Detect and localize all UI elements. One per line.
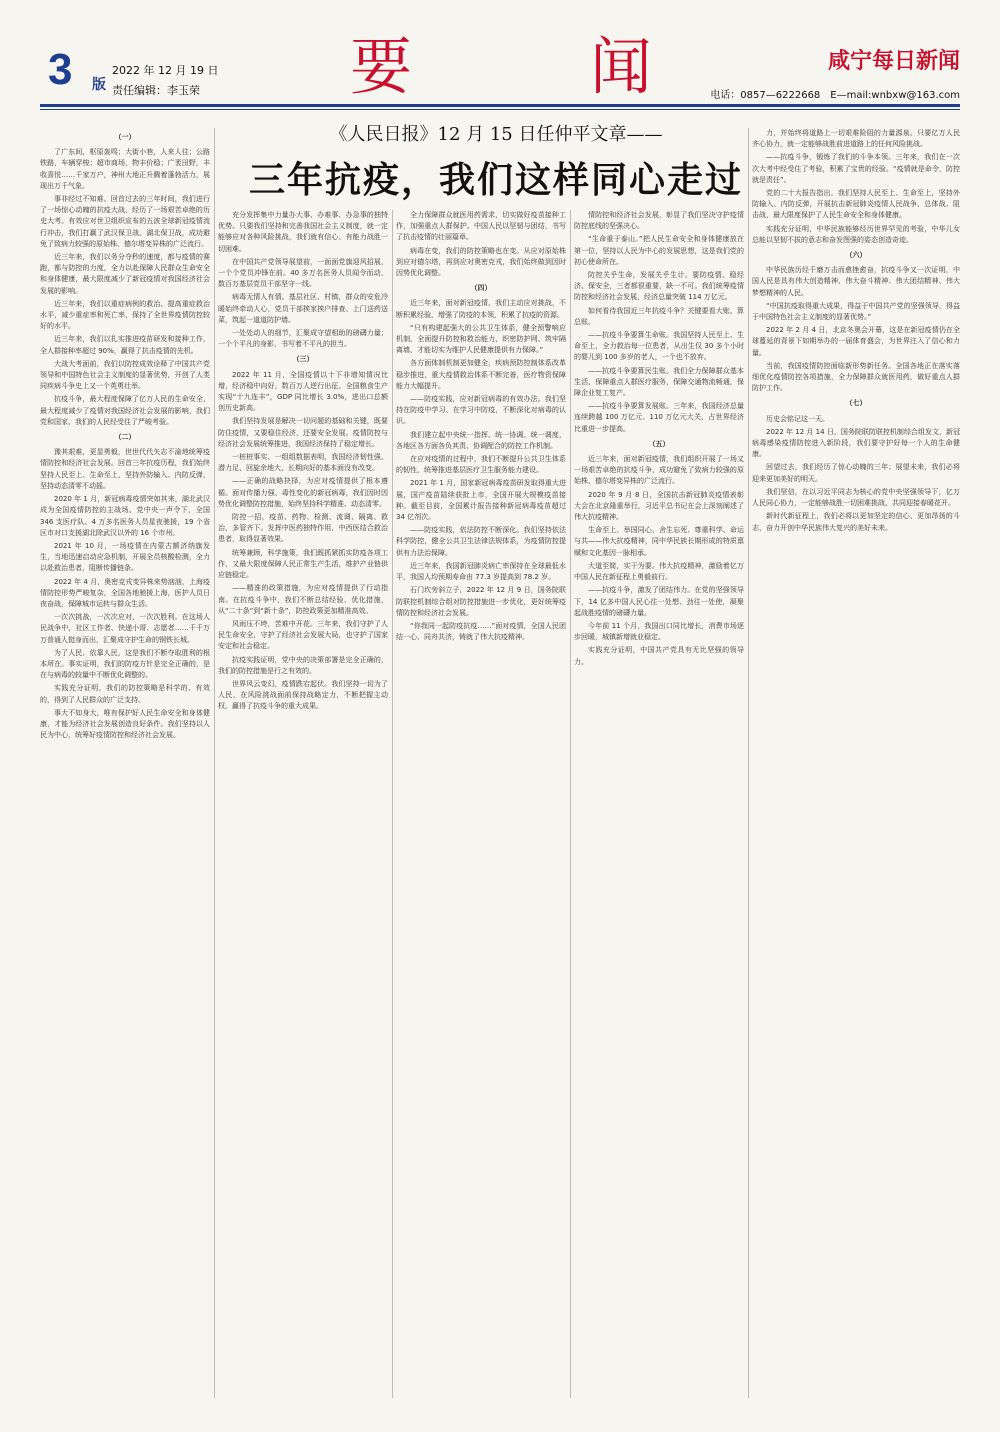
article-paragraph: 一桩桩事实、一组组数据表明，我国经济韧性强、潜力足、回旋余地大，长期向好的基本面没有改变。 xyxy=(218,453,388,473)
article-paragraph: 事非经过不知难。回首过去的三年时间，我们进行了一场惊心动魄的抗疫大战，经历了一场艰苦卓绝的历史大考。有效应对世卫组织宣布的五波全球新冠疫情流行冲击，我们打赢了武汉保卫战、湖北保卫战，成功避免了致病力较强的原始株、德尔塔变异株的广泛流行。 xyxy=(40,195,210,248)
article-paragraph: “生命重于泰山。”把人民生命安全和身体健康放在第一位，坚持以人民为中心的发展思想，这是我们党的初心使命所在。 xyxy=(574,235,744,266)
article-paragraph: 了广东间，枢原轰鸣；大街小巷，人来人往；公路铁路，车辆穿梭；超市商场，物丰价稳；广袤田野，丰收喜悦……千家万户，神州大地正升腾着蓬勃活力，展现出万千气象。 xyxy=(40,148,210,190)
article-paragraph: ——防疫实践，应对新冠病毒的有效办法。我们坚持在防疫中学习、在学习中防疫，不断深化对病毒的认识。 xyxy=(396,395,566,426)
article-paragraph: 各方面体制机制更加健全，疾病预防控制体系改革稳步推进，重大疫情救治体系不断完善，医疗物资保障能力大幅提升。 xyxy=(396,359,566,390)
article-paragraph: 为了人民、依靠人民，这是我们不断夺取胜利的根本所在。事实证明，我们的防疫方针是完全正确的，是在与病毒的较量中不断优化调整的。 xyxy=(40,648,210,680)
article-kicker: 《人民日报》12 月 15 日任仲平文章—— xyxy=(329,124,663,145)
article-paragraph: 豫其艰难，更显勇毅，世世代代矢志不渝地统筹疫情防控和经济社会发展。回首三年抗疫历程，我们始终坚持人民至上、生命至上，坚持外防输入、内防反弹，坚持动态清零不动摇。 xyxy=(40,448,210,490)
article-paragraph: 2022 年 4 月，奥密克戎变异株来势汹汹，上海疫情防控形势严峻复杂，全国各地驰援上海，医护人员日夜奋战，保障城市运转与群众生活。 xyxy=(40,577,210,608)
article-paragraph: 党的二十大报告指出，我们坚持人民至上、生命至上，坚持外防输入、内防反弹，开展抗击新冠肺炎疫情人民战争、总体战、阻击战，最大限度保护了人民生命安全和身体健康。 xyxy=(752,189,960,220)
section-title-char-1: 要 xyxy=(350,30,417,103)
section-subheading: （三） xyxy=(292,355,314,364)
article-paragraph: 防控关乎生命，发展关乎生计。要防疫情、稳经济、保安全，三者都很重要，缺一不可。我们统筹疫情防控和经济社会发展，经济总量突破 114 万亿元。 xyxy=(574,271,744,302)
article-paragraph: 实践充分证明，中国共产党具有无比坚强的领导力。 xyxy=(574,646,744,666)
section-subheading: （六） xyxy=(845,251,867,260)
article-paragraph: ——正确的战略抉择，为应对疫情提供了根本遵循。面对传播力强、毒性变化的新冠病毒，我们因时因势优化调整防控措施，始终坚持科学精准、动态清零。 xyxy=(218,477,388,508)
article-paragraph: 实践充分证明，中华民族能够经历世界罕见的考验，中华儿女总能以坚韧不拔的意志和奋发图强的姿态创造奇迹。 xyxy=(752,224,960,244)
article-paragraph: 近三年来，我国新冠肺炎病亡率保持在全球最低水平，我国人均预期寿命由 77.3 岁提高到 78.2 岁。 xyxy=(396,561,566,582)
section-subheading: （二） xyxy=(114,433,136,442)
masthead xyxy=(0,0,1000,110)
article-paragraph: 回望过去，我们经历了惊心动魄的三年；展望未来，我们必将迎来更加美好的明天。 xyxy=(752,463,960,483)
article-paragraph: 2020 年 9 月 8 日，全国抗击新冠肺炎疫情表彰大会在北京隆重举行，习近平总书记在会上深刻阐述了伟大抗疫精神。 xyxy=(574,490,744,522)
editor-credit: 责任编辑：李玉荣 xyxy=(112,84,200,97)
article-paragraph: 风雨压不垮，苦难中开花。三年来，我们守护了人民生命安全，守护了经济社会发展大局，也守护了国家安定和社会稳定。 xyxy=(218,619,388,651)
issue-date: 2022 年 12 月 19 日 xyxy=(112,64,219,77)
article-paragraph: 在中国共产党领导展望前，一面面党旗迎风招展，一个个党员冲锋在前。40 多万名医务人员闻令而动，数百万基层党员干部坚守一线。 xyxy=(218,257,388,289)
header-rule-thin xyxy=(40,109,960,110)
article-paragraph: 我们坚持发展是解决一切问题的基础和关键，既要防住疫情，又要稳住经济，还要安全发展。疫情防控与经济社会发展统筹推进，我国经济保持了稳定增长。 xyxy=(218,417,388,448)
article-paragraph: 世界风云变幻，疫情跌宕起伏。我们坚持一切为了人民，在风险挑战面前保持战略定力，不断把握主动权，赢得了抗疫斗争的重大成果。 xyxy=(218,679,388,711)
article-paragraph: 大战大考面前，我们以防控成效诠释了中国共产党领导和中国特色社会主义制度的显著优势，开创了人类同疾病斗争史上又一个英勇壮举。 xyxy=(40,359,210,391)
article-paragraph: 近三年来，面对新冠疫情，我们组织开展了一场又一场艰苦卓绝的抗疫斗争，成功避免了致病力较强的原始株、德尔塔变异株的广泛流行。 xyxy=(574,455,744,486)
article-column-4 xyxy=(574,210,744,1398)
column-divider xyxy=(570,210,571,1398)
article-paragraph: 一处处动人的细节，汇聚成守望相助的磅礴力量；一个个平凡的身影，书写着不平凡的担当。 xyxy=(218,329,388,349)
article-paragraph: 一次次挑战，一次次应对，一次次胜利。在这场人民战争中，社区工作者、快递小哥、志愿者……千千万万普通人挺身而出，汇聚成守护生命的钢铁长城。 xyxy=(40,613,210,644)
article-paragraph: 抗疫斗争，最大程度保障了亿万人民的生命安全，最大程度减少了疫情对我国经济社会发展的影响，我们党和国家、我们的人民经受住了严峻考验。 xyxy=(40,395,210,426)
article-paragraph: 力，并始终将道路上一切艰难险阻的力量源泉。只要亿万人民齐心协力，就一定能够战胜前进道路上的任何风险挑战。 xyxy=(752,129,960,149)
article-paragraph: 近三年来，我们以扎实推进疫苗研发和接种工作，全人群接种率超过 90%，赢得了抗击疫情的先机。 xyxy=(40,335,210,355)
article-paragraph: 大道至简，实干为要。伟大抗疫精神，激励着亿万中国人民在新征程上勇毅前行。 xyxy=(574,561,744,582)
article-column-2 xyxy=(218,210,388,1398)
article-column-1 xyxy=(40,128,210,1398)
article-paragraph: 2022 年 12 月 14 日，国务院联防联控机制综合组发文，新冠病毒感染疫情防控进入新阶段，我们要守护好每一个人的生命健康。 xyxy=(752,427,960,459)
article-paragraph: 统筹兼顾，科学施策，我们既抓紧抓实防疫各项工作，又最大限度保障人民正常生产生活，维护产业链供应链稳定。 xyxy=(218,548,388,580)
article-paragraph: 情防控和经济社会发展，彰显了我们坚决守护疫情防控底线的坚强决心。 xyxy=(574,211,744,231)
article-paragraph: 2021 年 1 月，国家新冠病毒疫苗研发取得重大进展，国产疫苗陆续获批上市，全国开展大规模疫苗接种。截至目前，全国累计报告接种新冠病毒疫苗超过 34 亿剂次。 xyxy=(396,479,566,522)
article-paragraph: 当前，我国疫情防控面临新形势新任务。全国各地正在落实落细优化疫情防控各项措施，全力保障群众就医用药，做好重点人群防护工作。 xyxy=(752,361,960,393)
column-divider xyxy=(392,210,393,1398)
page-unit: 版 xyxy=(92,77,106,93)
article-paragraph: 新时代新征程上，我们必将以更加坚定的信心、更加昂扬的斗志，奋力开创中华民族伟大复兴的美好未来。 xyxy=(752,512,960,532)
article-paragraph: “中国抗疫取得重大成果，得益于中国共产党的坚强领导，得益于中国特色社会主义制度的显著优势。” xyxy=(752,301,960,322)
article-paragraph: 我们坚信，在以习近平同志为核心的党中央坚强领导下，亿万人民同心协力，一定能够战胜一切困难挑战，共同迎接春暖花开。 xyxy=(752,487,960,508)
page-number: 3 xyxy=(48,45,73,94)
column-divider xyxy=(214,128,215,1398)
article-paragraph: 全力保障群众就医用药需求，切实做好疫苗接种工作，加强重点人群保护。中国人民以坚韧与团结，书写了抗击疫情的壮丽篇章。 xyxy=(396,211,566,242)
article-paragraph: 历史会铭记这一天。 xyxy=(766,414,829,423)
article-paragraph: 生命至上、举国同心、舍生忘死、尊重科学、命运与共——伟大抗疫精神，同中华民族长期形成的特质禀赋和文化基因一脉相承。 xyxy=(574,526,744,557)
article-paragraph: 中华民族历经千磨万击而愈挫愈奋，抗疫斗争又一次证明，中国人民是具有伟大创造精神、伟大奋斗精神、伟大团结精神、伟大梦想精神的人民。 xyxy=(752,266,960,297)
article-paragraph: 在应对疫情的过程中，我们不断提升公共卫生体系的韧性，统筹推进基层医疗卫生服务能力建设。 xyxy=(396,455,566,475)
article-paragraph: ——抗疫斗争，锻炼了我们的斗争本领。三年来，我们在一次次大考中经受住了考验，积累了宝贵的经验。“疫情就是命令，防控就是责任”。 xyxy=(752,153,960,184)
article-paragraph: ——精准的政策措施，为应对疫情提供了行动指南。在抗疫斗争中，我们不断总结经验、优化措施，从“二十条”到“新十条”，防控政策更加精准高效。 xyxy=(218,584,388,615)
article-paragraph: 2022 年 11 月，全国疫情以十下非增知情况比增，经济稳中向好，数百万人逆行出征。全国粮食生产实现“十九连丰”，GDP 同比增长 3.0%，进出口总额创历史新高。 xyxy=(218,370,388,413)
article-paragraph: 事大不如身大，唯有保护好人民生命安全和身体健康，才能为经济社会发展创造良好条件。我们坚持以人民为中心，统筹好疫情防控和经济社会发展。 xyxy=(40,708,210,740)
article-column-3 xyxy=(396,210,566,1398)
article-paragraph: 实践充分证明，我们的防控策略是科学的、有效的，得到了人民群众的广泛支持。 xyxy=(40,684,210,704)
article-paragraph: 2020 年 1 月，新冠病毒疫情突如其来，湖北武汉成为全国疫情防控的主战场。党中央一声令下，全国 346 支医疗队、4 万多名医务人员星夜驰援，19 个省区市对口支援湖北除武汉以外的 16 个市州。 xyxy=(40,495,210,537)
column-divider xyxy=(748,128,749,1398)
article-column-5 xyxy=(752,128,960,1398)
section-subheading: （七） xyxy=(845,399,867,408)
section-subheading: （四） xyxy=(470,284,492,293)
article-paragraph: 今年前 11 个月，我国出口同比增长，消费市场逐步回暖，城镇新增就业稳定。 xyxy=(574,621,744,642)
article-paragraph: 病毒在变，我们的防控策略也在变。从应对原始株到应对德尔塔，再到应对奥密克戎，我们始终做到因时因势优化调整。 xyxy=(396,246,566,278)
section-subheading: （一） xyxy=(114,133,136,141)
article-paragraph: ——抗疫斗争要算民生账。我们全力保障群众基本生活，保障重点人群医疗服务，保障交通物流畅通，保障企业复工复产。 xyxy=(574,366,744,398)
article-paragraph: ——抗疫斗争要算发展账。三年来，我国经济总量连续跨越 100 万亿元、110 万亿元大关，占世界经济比重进一步提高。 xyxy=(574,402,744,433)
article-paragraph: 近三年来，我们以务分夺秒的速度，都与疫情的赛跑，都与防控的力度，全力以赴保障人民群众生命安全和身体健康，最大限度减少了新冠疫情对我国经济社会发展的影响。 xyxy=(40,253,210,295)
article-paragraph: ——抗疫斗争，激发了团结伟力。在党的坚强领导下，14 亿多中国人民心往一处想、劲往一处使，凝聚起战胜疫情的磅礴力量。 xyxy=(574,586,744,617)
article-paragraph: 石门坎旁斜立子，2022 年 12 月 9 日，国务院联防联控机制综合组对防控措施进一步优化，更好统筹疫情防控和经济社会发展。 xyxy=(396,586,566,617)
article-paragraph: 近三年来，面对新冠疫情，我们主动应对挑战，不断积累经验，增强了防疫的本领，积累了抗疫的资源。 xyxy=(396,299,566,319)
section-subheading: （五） xyxy=(648,439,670,448)
article-headline: 三年抗疫，我们这样同心走过 xyxy=(248,160,743,201)
newspaper-name: 咸宁每日新闻 xyxy=(827,48,960,74)
headline-block xyxy=(216,120,776,200)
article-paragraph: 防控一招，疫苗、药物、检测、流调、隔离、救治，多管齐下。发挥中医药独特作用，中西医结合救治患者，取得显著效果。 xyxy=(218,513,388,544)
article-paragraph: “只有构建起强大的公共卫生体系，健全预警响应机制，全面提升防控和救治能力，织密防护网、筑牢隔离墙，才能切实为维护人民健康提供有力保障。” xyxy=(396,323,566,355)
article-paragraph: 近三年来，我们以重症病例的救治、提高重症救治水平，减少重症率和死亡率，保持了全世界疫情防控较好的水平。 xyxy=(40,299,210,331)
article-paragraph: ——抗疫斗争要算生命账。我国坚持人民至上、生命至上，全力救治每一位患者，从出生仅 30 多个小时的婴儿到 100 多岁的老人，一个也不放弃。 xyxy=(574,331,744,362)
article-paragraph: 充分发挥集中力量办大事、办难事、办急事的独特优势。只要我们坚持和完善我国社会主义制度，就一定能够应对各种风险挑战，我们就有信心、有能力战胜一切困难。 xyxy=(218,211,388,253)
header-rule xyxy=(40,104,960,107)
section-title-char-2: 闻 xyxy=(590,30,657,103)
article-paragraph: ——防疫实践，依法防控不断深化。我们坚持依法科学防控，健全公共卫生法律法规体系，为疫情防控提供有力法治保障。 xyxy=(396,526,566,557)
article-paragraph: 2021 年 10 月，一场疫情在内蒙古额济纳旗发生，当地迅速启动应急机制，开展全员核酸检测，全力以赴救治患者，阻断传播链条。 xyxy=(40,541,210,573)
article-paragraph: 我们建立起中央统一指挥、统一协调、统一调度，各地区各方面各负其责、协调配合的防控工作机制。 xyxy=(396,430,566,450)
article-paragraph: 如何看待我国近三年抗疫斗争？关键要看大账、算总账。 xyxy=(574,306,744,326)
contact-info: 电话：0857—6222668 E—mail:wnbxw@163.com xyxy=(710,90,960,101)
article-paragraph: 病毒无情人有情。基层社区、村镇，群众的安危冷暖始终牵动人心，党员干部挨家挨户排查、上门送药送菜，筑起一道道防护墙。 xyxy=(218,293,388,324)
article-paragraph: 抗疫实践证明，党中央的决策部署是完全正确的，我们的防控措施是行之有效的。 xyxy=(218,655,388,675)
article-paragraph: 2022 年 2 月 4 日，北京冬奥会开幕，这是在新冠疫情仍在全球蔓延的背景下如期举办的一届体育盛会，为世界注入了信心和力量。 xyxy=(752,326,960,357)
article-paragraph: “你我同一起防疫抗疫……”面对疫情，全国人民团结一心、同舟共济，铸就了伟大抗疫精神。 xyxy=(396,621,566,642)
